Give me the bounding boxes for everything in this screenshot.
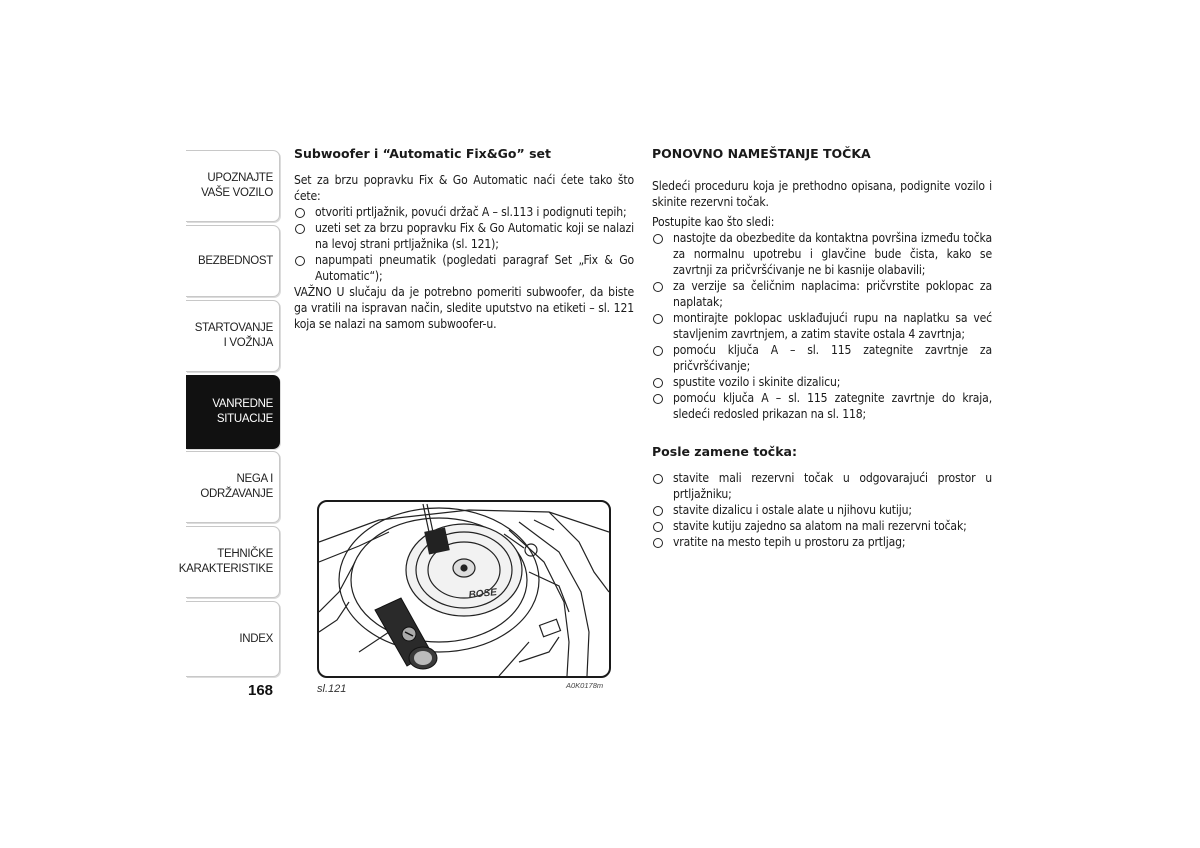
list-item: pomoću ključa A – sl. 115 zategnite zavrtnje do kraja, sledeći redosled prikazan na sl. 118; <box>652 390 992 422</box>
list-item: stavite kutiju zajedno sa alatom na mali rezervni točak; <box>652 518 992 534</box>
page-number: 168 <box>248 682 274 699</box>
right-column <box>652 146 992 550</box>
tab-nega-i-odrzavanje[interactable]: NEGA I ODRŽAVANJE <box>186 451 280 523</box>
list-item: stavite dizalicu i ostale alate u njihovu kutiju; <box>652 502 992 518</box>
tab-tehnicke-karakteristike[interactable]: TEHNIČKE KARAKTERISTIKE <box>186 526 280 598</box>
subsection-title-posle-zamene: Posle zamene točka: <box>652 444 797 459</box>
list-item: za verzije sa čeličnim naplacima: pričvrstite poklopac za naplatak; <box>652 278 992 310</box>
bullet-list <box>294 204 634 284</box>
intro-paragraph: Set za brzu popravku Fix & Go Automatic naći ćete tako što ćete: <box>294 173 634 203</box>
steps-list <box>652 230 992 422</box>
figure-code: A0K0178m <box>566 681 604 690</box>
list-item: napumpati pneumatik (pogledati paragraf Set „Fix & Go Automatic“); <box>294 252 634 284</box>
note-paragraph: VAŽNO U slučaju da je potrebno pomeriti subwoofer, da biste ga vratili na ispravan način, sledite uputstvo na etiketi – sl. 121 koja se nalazi na samom subwoofer-u. <box>294 285 634 331</box>
tab-vanredne-situacije[interactable]: VANREDNE SITUACIJE <box>186 375 280 449</box>
list-item: otvoriti prtljažnik, povući držač A – sl.113 i podignuti tepih; <box>294 204 634 220</box>
tab-upoznajte-vase-vozilo[interactable]: UPOZNAJTE VAŠE VOZILO <box>186 150 280 222</box>
intro-paragraph: Sledeći proceduru koja je prethodno opisana, podignite vozilo i skinite rezervni točak. <box>652 179 992 209</box>
section-title-ponovno-namestanje: PONOVNO NAMEŠTANJE TOČKA <box>652 146 871 161</box>
list-item: uzeti set za brzu popravku Fix & Go Automatic koji se nalazi na levoj strani prtljažnika (sl. 121); <box>294 220 634 252</box>
section-title-subwoofer: Subwoofer i “Automatic Fix&Go” set <box>294 146 551 161</box>
list-item: montirajte poklopac usklađujući rupu na naplatku sa već stavljenim zavrtnjem, a zatim stavite ostala 4 zavrtnja; <box>652 310 992 342</box>
tab-index[interactable]: INDEX <box>186 601 280 677</box>
bose-label: BOSE <box>468 587 498 601</box>
left-column <box>294 146 634 332</box>
list-item: vratite na mesto tepih u prostoru za prtljag; <box>652 534 992 550</box>
list-item: spustite vozilo i skinite dizalicu; <box>652 374 992 390</box>
list-item: nastojte da obezbedite da kontaktna površina između točka za normalnu upotrebu i glavčine bude čista, kako se zavrtnji za pričvršćivanje ne bi kasnije olabavili; <box>652 230 992 278</box>
tab-bezbednost[interactable]: BEZBEDNOST <box>186 225 280 297</box>
list-item: pomoću ključa A – sl. 115 zategnite zavrtnje za pričvršćivanje; <box>652 342 992 374</box>
after-list <box>652 470 992 550</box>
fix-and-go-kit-icon <box>375 598 437 669</box>
steps-intro: Postupite kao što sledi: <box>652 215 775 229</box>
figure-trunk-subwoofer <box>317 500 611 678</box>
tab-startovanje-i-voznja[interactable]: STARTOVANJE I VOŽNJA <box>186 300 280 372</box>
list-item: stavite mali rezervni točak u odgovarajući prostor u prtljažniku; <box>652 470 992 502</box>
figure-caption: sl.121 <box>317 683 347 695</box>
trunk-illustration <box>319 502 609 676</box>
